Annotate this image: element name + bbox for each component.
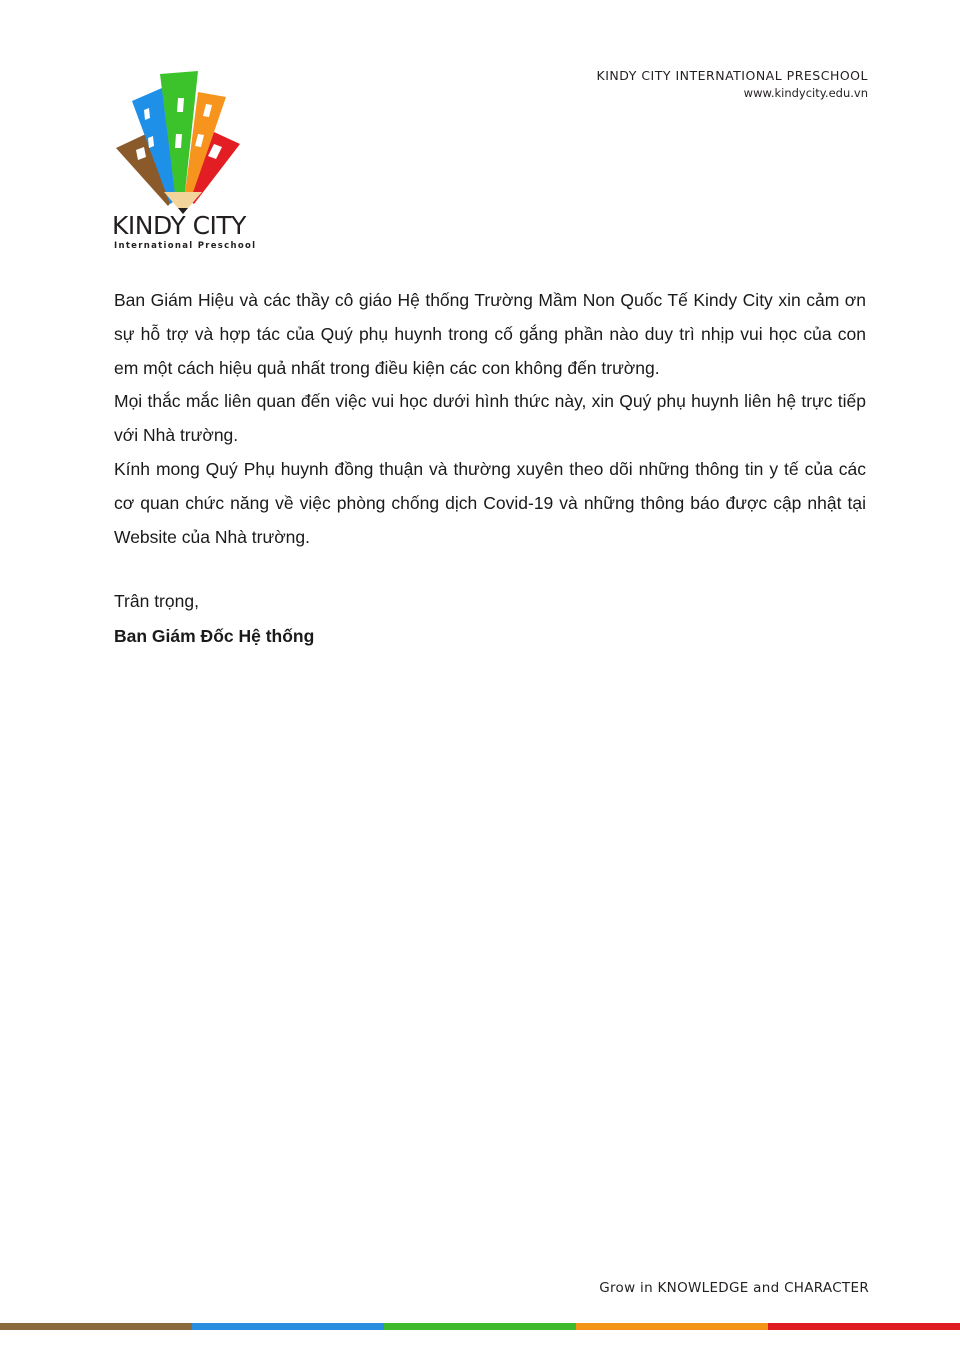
body-paragraph: Kính mong Quý Phụ huynh đồng thuận và thường xuyên theo dõi những thông tin y tế của các cơ quan chức năng về việc phòng chống dịch Covid-19 và những thông báo được cập nhật tại Website của Nhà trường.	[114, 458, 866, 547]
logo-name: KINDY CITY	[112, 211, 246, 240]
letter-body	[114, 284, 866, 554]
body-paragraph: Ban Giám Hiệu và các thầy cô giáo Hệ thống Trường Mầm Non Quốc Tế Kindy City xin cảm ơn sự hỗ trợ và hợp tác của Quý phụ huynh trong cố gắng phần nào duy trì nhịp vui học của con em một cách hiệu quả nhất trong điều kiện các con không đến trường.	[114, 290, 866, 378]
stripe-segment	[384, 1323, 576, 1330]
closing-greeting: Trân trọng,	[114, 591, 199, 611]
footer-slogan: Grow in KNOWLEDGE and CHARACTER	[599, 1280, 869, 1296]
kindy-city-logo	[112, 68, 257, 254]
stripe-segment	[192, 1323, 384, 1330]
logo-buildings-icon	[112, 68, 252, 218]
body-paragraph: Mọi thắc mắc liên quan đến việc vui học dưới hình thức này, xin Quý phụ huynh liên hệ trực tiếp với Nhà trường.	[114, 391, 866, 446]
footer-color-stripe	[0, 1323, 960, 1330]
signature: Ban Giám Đốc Hệ thống	[114, 626, 315, 646]
letterhead	[597, 68, 868, 102]
school-name: KINDY CITY INTERNATIONAL PRESCHOOL	[596, 68, 868, 83]
logo-subtitle: International Preschool	[114, 241, 257, 251]
stripe-segment	[576, 1323, 768, 1330]
stripe-segment	[768, 1323, 960, 1330]
letter-closing	[114, 584, 314, 654]
stripe-segment	[0, 1323, 192, 1330]
school-website: www.kindycity.edu.vn	[743, 86, 868, 100]
